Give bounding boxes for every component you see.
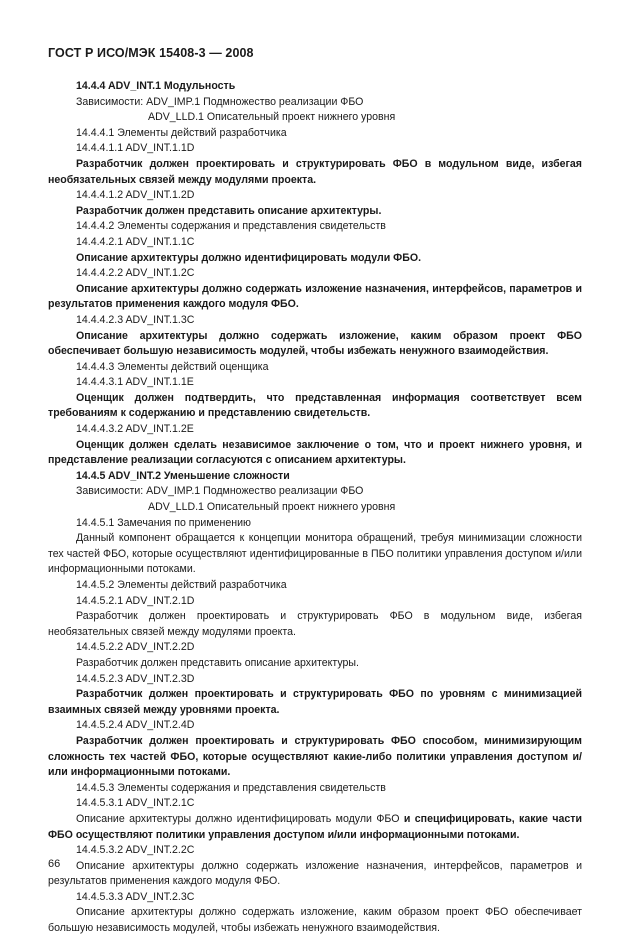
document-header: ГОСТ Р ИСО/МЭК 15408-3 — 2008 [48,46,254,60]
text-line [48,812,582,843]
text-line: 14.4.4.2.1 ADV_INT.1.1C [76,235,195,248]
text-segment: Описание архитектуры должно идентифицировать модули ФБО [76,812,404,825]
page-number: 66 [48,858,61,870]
text-line: 14.4.5.2 Элементы действий разработчика [76,579,287,591]
text-line: 14.4.5.2.3 ADV_INT.2.3D [76,672,195,685]
text-line: ADV_LLD.1 Описательный проект нижнего уровня [148,501,396,514]
text-line: 14.4.4.1.1 ADV_INT.1.1D [76,142,195,155]
text-line: 14.4.4.3.2 ADV_INT.1.2E [76,423,194,436]
text-line: 14.4.4.2 Элементы содержания и представления свидетельств [76,220,386,233]
text-line: Описание архитектуры должно содержать изложение, каким образом проект ФБО обеспечивает большую независимость модулей, чтобы избежать ненужного взаимодействия. [48,906,582,935]
text-line: Разработчик должен представить описание архитектуры. [76,204,382,217]
text-line: 14.4.4.1 Элементы действий разработчика [76,126,287,139]
text-line: Данный компонент обращается к концепции монитора обращений, требуя минимизации сложности тех частей ФБО, которые осуществляют идентифицированные в ПБО политики управления доступом и/или информационными потоками. [48,532,582,576]
text-line: 14.4.4.1.2 ADV_INT.1.2D [76,189,195,202]
text-line: Оценщик должен сделать независимое заключение о том, что и проект нижнего уровня, и представление реализации согласуются с описанием архитектуры. [48,438,582,467]
text-line: 14.4.5.3.2 ADV_INT.2.2C [76,844,195,857]
text-line: Зависимости: ADV_IMP.1 Подмножество реализации ФБО [76,95,364,108]
text-line: 14.4.4.3.1 ADV_INT.1.1E [76,376,194,389]
text-line: Описание архитектуры должно идентифицировать модули ФБО. [76,251,422,264]
text-line: Описание архитектуры должно содержать изложение назначения, интерфейсов, параметров и результатов применения каждого модуля ФБО. [48,859,582,888]
text-line: Описание архитектуры должно содержать изложение, каким образом проект ФБО обеспечивает большую независимость модулей, чтобы избежать ненужного взаимодействия. [48,329,582,358]
text-line: ADV_LLD.1 Описательный проект нижнего уровня [148,111,396,124]
text-line: Разработчик должен проектировать и структурировать ФБО по уровням с минимизацией взаимных связей между уровнями проекта. [48,688,582,716]
text-line: 14.4.5.2.2 ADV_INT.2.2D [76,641,195,654]
text-line: Разработчик должен представить описание архитектуры. [76,656,359,669]
text-line: 14.4.5.3 Элементы содержания и представления свидетельств [76,781,386,794]
text-line: Описание архитектуры должно содержать изложение назначения, интерфейсов, параметров и результатов применения каждого модуля ФБО. [48,282,582,311]
document-body [48,79,582,937]
text-line: Разработчик должен проектировать и структурировать ФБО в модульном виде, избегая необязательных связей между модулями проекта. [48,157,582,186]
text-line: 14.4.4.3 Элементы действий оценщика [76,360,269,373]
text-line: 14.4.4 ADV_INT.1 Модульность [76,80,236,92]
text-line: 14.4.5.3.1 ADV_INT.2.1C [76,797,195,810]
text-line: 14.4.5.1 Замечания по применению [76,516,251,529]
text-line: Зависимости: ADV_IMP.1 Подмножество реализации ФБО [76,485,364,498]
text-line: 14.4.4.2.2 ADV_INT.1.2C [76,267,195,280]
text-line: 14.4.4.2.3 ADV_INT.1.3C [76,313,195,326]
text-line: 14.4.5.2.4 ADV_INT.2.4D [76,719,195,732]
text-line: 14.4.5.2.1 ADV_INT.2.1D [76,594,195,607]
text-line: Оценщик должен подтвердить, что представленная информация соответствует всем требованиям к содержанию и представлению свидетельств. [48,391,582,420]
text-segment: и специфицировать, какие части ФБО осуществляют политики управления доступом и/или информационными потоками. [48,812,582,841]
text-line: 14.4.5.3.3 ADV_INT.2.3C [76,890,195,903]
text-line: Разработчик должен проектировать и структурировать ФБО способом, минимизирующим сложность тех частей ФБО, которые осуществляют какие-либо политики управления доступом и/или информационными потоками. [48,734,582,779]
text-line: 14.4.5 ADV_INT.2 Уменьшение сложности [76,469,290,482]
text-line: Разработчик должен проектировать и структурировать ФБО в модульном виде, избегая необязательных связей между модулями проекта. [48,610,582,638]
